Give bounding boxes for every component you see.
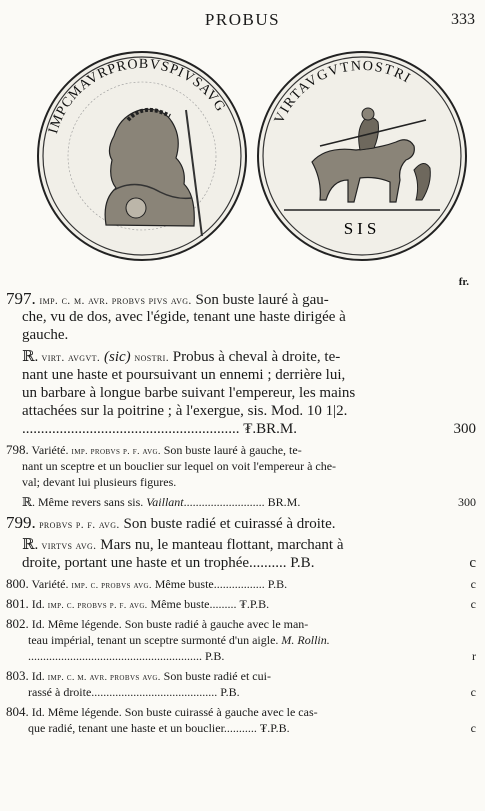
entry-number: 798. xyxy=(6,442,29,457)
exergue-mark: SIS xyxy=(343,219,381,238)
entry-802 xyxy=(6,616,476,664)
coin-obverse-illustration xyxy=(36,50,248,262)
running-header xyxy=(0,8,485,32)
entry-number: 799. xyxy=(6,513,36,532)
price: 300 xyxy=(458,495,476,509)
description: un barbare à longue barbe suivant l'empereur, les mains xyxy=(22,385,356,401)
obverse-drawing xyxy=(36,50,248,262)
obverse-legend-text: imp. c. m. avr. probvs avg. xyxy=(47,673,161,683)
description: gauche. xyxy=(22,327,69,343)
source-name: M. Rollin. xyxy=(281,633,330,647)
description: Même buste................. P.B. xyxy=(151,577,288,591)
description: Probus à cheval à droite, te- xyxy=(169,349,341,365)
catalogue-entries xyxy=(6,290,476,736)
reverse-symbol: ℝ. xyxy=(22,349,39,365)
reverse-legend-text: nostri. xyxy=(134,351,170,364)
price: c xyxy=(470,685,476,699)
price-column-header: fr. xyxy=(458,276,469,288)
reverse-legend-text: virt. avgvt. xyxy=(38,351,101,364)
entry-number: 797. xyxy=(6,289,36,308)
description: droite, portant une haste et un trophée.......... P.B. xyxy=(22,555,315,571)
reverse-legend-text: virtvs avg. xyxy=(38,539,97,552)
price: c xyxy=(469,555,476,571)
description: que radié, tenant une haste et un bouclier........... ₮.P.B. xyxy=(28,721,290,735)
reverse-legend: VIRTAVGVTNOSTRI xyxy=(271,58,414,127)
description: Id. Même légende. Son buste cuirassé à gauche avec le cas- xyxy=(28,705,318,719)
description: nant un sceptre et un bouclier sur lequel on voit l'empereur à che- xyxy=(22,459,337,473)
sic-note: (sic) xyxy=(100,349,135,365)
obverse-legend-text: imp. c. m. avr. probvs pivs avg. xyxy=(39,294,192,307)
entry-801 xyxy=(6,596,476,612)
entry-804 xyxy=(6,704,476,736)
description: Id. xyxy=(28,669,48,683)
entry-799 xyxy=(6,514,476,572)
entry-803 xyxy=(6,668,476,700)
leader-and-collection: .......................................................... P.B. xyxy=(28,649,225,663)
entry-797 xyxy=(6,290,476,438)
description: Variété. xyxy=(28,443,72,457)
price: c xyxy=(470,597,476,611)
description: Variété. xyxy=(28,577,72,591)
entry-number: 801. xyxy=(6,596,29,611)
entry-number: 804. xyxy=(6,704,29,719)
price: c xyxy=(470,721,476,735)
reverse-symbol: ℝ. xyxy=(22,537,39,553)
description: val; devant lui plusieurs figures. xyxy=(22,475,177,489)
description: Id. Même légende. Son buste radié à gauche avec le man- xyxy=(28,617,309,631)
obverse-legend-text: imp. c. probvs avg. xyxy=(71,581,152,591)
description: Même revers sans sis. xyxy=(34,495,147,509)
price: 300 xyxy=(453,421,476,437)
description: nant une haste et poursuivant un ennemi ; derrière lui, xyxy=(22,367,346,383)
entry-number: 802. xyxy=(6,616,29,631)
entry-number: 800. xyxy=(6,576,29,591)
description: Son buste radié et cuirassé à droite. xyxy=(119,516,336,532)
description: rassé à droite.......................................... P.B. xyxy=(28,685,240,699)
description: Son buste lauré à gauche, te- xyxy=(160,443,302,457)
page-number: 333 xyxy=(451,11,475,28)
obverse-legend-text: imp. probvs p. f. avg. xyxy=(71,447,161,457)
price: r xyxy=(472,649,476,663)
price: c xyxy=(470,577,476,591)
obverse-legend-text: probvs p. f. avg. xyxy=(35,518,120,531)
obverse-legend: IMPCMAVRPROBVSPIVSAVG xyxy=(46,56,229,136)
leader-and-collection: .......................................................... ₮.BR.M. xyxy=(22,421,298,437)
entry-798 xyxy=(6,442,476,510)
description: Son buste lauré à gau- xyxy=(191,292,329,308)
description: Id. xyxy=(28,597,48,611)
reverse-symbol: ℝ. xyxy=(22,495,35,509)
description: Même buste......... ₮.P.B. xyxy=(147,597,270,611)
description: attachées sur la poitrine ; à l'exergue, sis. Mod. 10 1|2. xyxy=(22,403,348,419)
description: Son buste radié et cui- xyxy=(160,669,271,683)
entry-800 xyxy=(6,576,476,592)
description: teau impérial, tenant un sceptre surmonté d'un aigle. xyxy=(28,633,282,647)
page-title: PROBUS xyxy=(204,10,281,29)
source-name: Vaillant xyxy=(146,495,184,509)
coin-reverse-illustration xyxy=(256,50,468,262)
reverse-drawing xyxy=(256,50,468,262)
obverse-legend-text: imp. c. probvs p. f. avg. xyxy=(47,601,148,611)
entry-number: 803. xyxy=(6,668,29,683)
description: che, vu de dos, avec l'égide, tenant une haste dirigée à xyxy=(22,309,346,325)
leader-and-collection: ........................... BR.M. xyxy=(183,495,301,509)
description: Mars nu, le manteau flottant, marchant à xyxy=(96,537,344,553)
